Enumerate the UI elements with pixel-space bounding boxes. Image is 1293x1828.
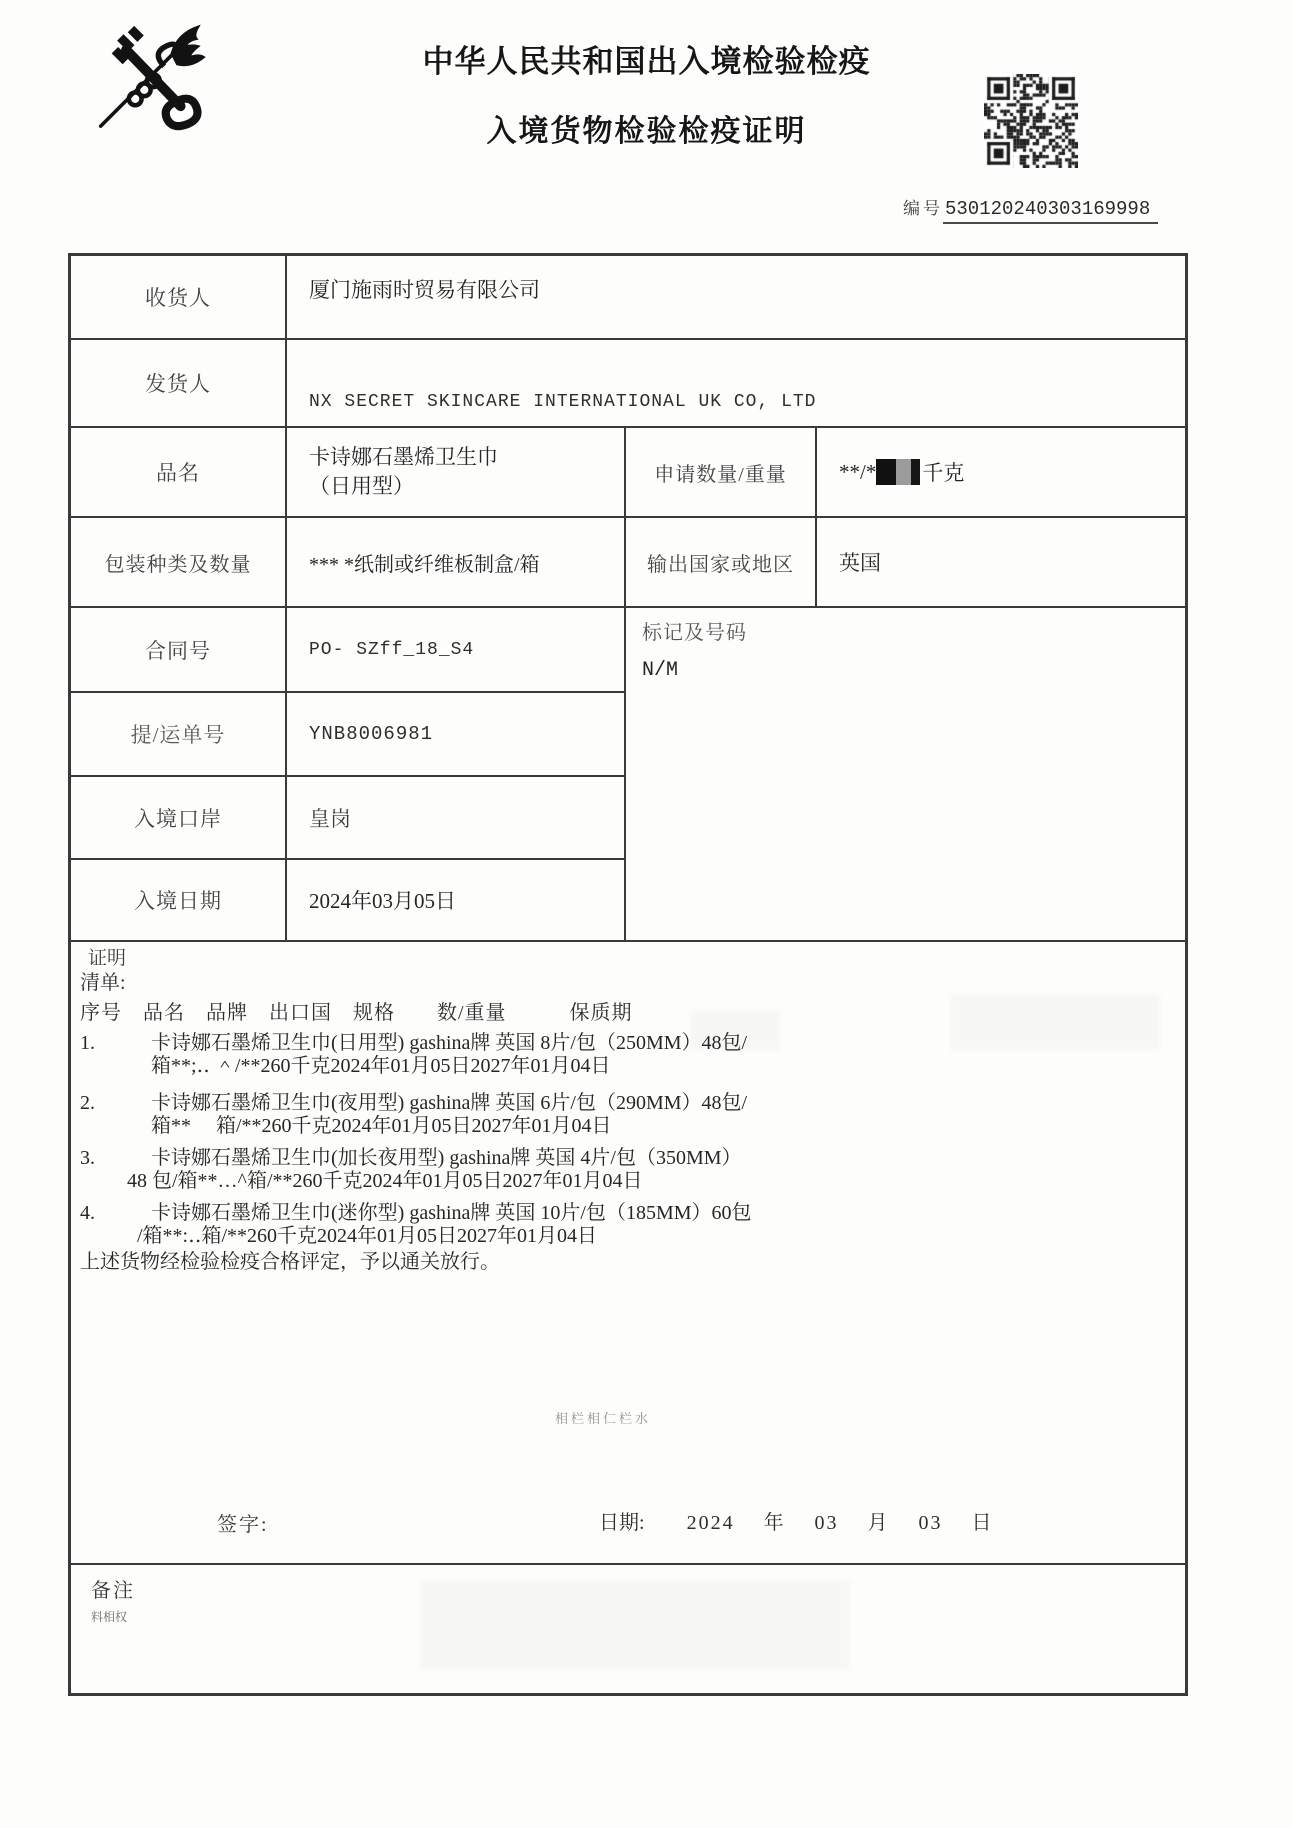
contract-number: PO- SZff_18_S4 [309, 639, 475, 660]
item-number: 3. [80, 1147, 95, 1169]
field-label-consignor: 发货人 [145, 372, 211, 396]
date-value: 2024 年 03 月 03 日 [686, 1512, 994, 1534]
item-text: 卡诗娜石墨烯卫生巾(迷你型) gashina牌 英国 10片/包（185MM）60包 [151, 1202, 752, 1224]
remarks-faint-note: 料相权 [91, 1610, 128, 1624]
field-value-consignor [287, 340, 1185, 426]
signature-label: 签字: [217, 1514, 269, 1536]
faint-watermark-text: 相栏相仁栏水 [555, 1411, 652, 1426]
field-value-marks: N/M [642, 659, 679, 682]
quantity-prefix: **/* [839, 459, 877, 484]
cert-list-heading: 清单: [80, 972, 126, 994]
field-label-marks: 标记及号码 [642, 622, 747, 644]
consignor-company-name: NX SECRET SKINCARE INTERNATIONAL UK CO, LTD [309, 392, 817, 412]
field-label-quantity: 申请数量/重量 [654, 463, 787, 486]
item-number: 1. [80, 1032, 95, 1054]
field-label-product: 品名 [156, 461, 200, 485]
field-value-packaging: *** *纸制或纤维板制盒/箱 [309, 553, 540, 576]
redaction-box [896, 459, 911, 485]
cert-conclusion: 上述货物经检验检疫合格评定，予以通关放行。 [80, 1251, 500, 1273]
redaction-box [911, 459, 920, 485]
field-value-quantity [817, 428, 1185, 516]
field-label-entry-date: 入境日期 [134, 889, 222, 913]
field-value-entry-port: 皇岗 [309, 806, 351, 831]
qr-code [984, 74, 1078, 168]
field-label-packaging: 包装种类及数量 [104, 553, 252, 576]
certificate-body [71, 942, 1187, 1563]
field-label-contract-no: 合同号 [145, 638, 211, 663]
certificate-table [68, 253, 1188, 1696]
item-text: 卡诗娜石墨烯卫生巾(夜用型) gashina牌 英国 6片/包（290MM）48包/ [151, 1092, 748, 1114]
bill-number: YNB8006981 [309, 723, 434, 745]
cert-heading: 证明 [88, 948, 127, 969]
cert-item-1-cont: 箱**;‥ ＾/**260千克2024年01月05日2027年01月04日 [151, 1055, 611, 1077]
item-text: 卡诗娜石墨烯卫生巾(日用型) gashina牌 英国 8片/包（250MM）48包/ [151, 1032, 748, 1054]
field-marks-and-numbers [626, 608, 1185, 940]
item-text: 卡诗娜石墨烯卫生巾(加长夜用型) gashina牌 英国 4片/包（350MM） [151, 1147, 742, 1169]
product-name-line1: 卡诗娜石墨烯卫生巾 [309, 445, 498, 469]
date-label: 日期: [599, 1512, 645, 1534]
serial-number: 530120240303169998 [943, 198, 1158, 224]
cert-item-4-cont: /箱**:‥箱/**260千克2024年01月05日2027年01月04日 [137, 1225, 598, 1247]
field-label-entry-port: 入境口岸 [134, 806, 222, 831]
field-value-entry-date: 2024年03月05日 [309, 889, 456, 913]
document-subtitle: 入境货物检验检疫证明 [486, 115, 807, 148]
serial-number-line [903, 194, 1158, 220]
field-value-product [287, 428, 624, 516]
quantity-suffix: 千克 [922, 461, 965, 485]
document-title: 中华人民共和国出入境检验检疫 [422, 44, 871, 79]
redaction-box [876, 459, 896, 485]
cert-columns-header: 序号 品名 品牌 出口国 规格 数/重量 保质期 [80, 1002, 633, 1024]
product-name-line2: （日用型） [309, 474, 414, 498]
item-number: 2. [80, 1092, 95, 1114]
field-label-bill-no: 提/运单号 [130, 723, 226, 747]
field-label-export-country: 输出国家或地区 [647, 553, 794, 576]
cert-item-3-cont: 48 包/箱**…^箱/**260千克2024年01月05日2027年01月04日 [127, 1170, 643, 1192]
item-number: 4. [80, 1202, 95, 1224]
remarks-label: 备注 [91, 1580, 135, 1602]
field-label-consignee: 收货人 [145, 286, 211, 310]
cert-item-2-cont: 箱** 箱/**260千克2024年01月05日2027年01月04日 [151, 1115, 612, 1137]
date-line [599, 1506, 994, 1535]
table-gridline [71, 1563, 1185, 1565]
field-value-contract-no [287, 608, 624, 691]
field-value-export-country: 英国 [839, 551, 881, 575]
serial-label: 编号 [903, 199, 943, 218]
field-value-bill-no [287, 693, 624, 775]
field-value-consignee: 厦门施雨时贸易有限公司 [309, 278, 540, 302]
